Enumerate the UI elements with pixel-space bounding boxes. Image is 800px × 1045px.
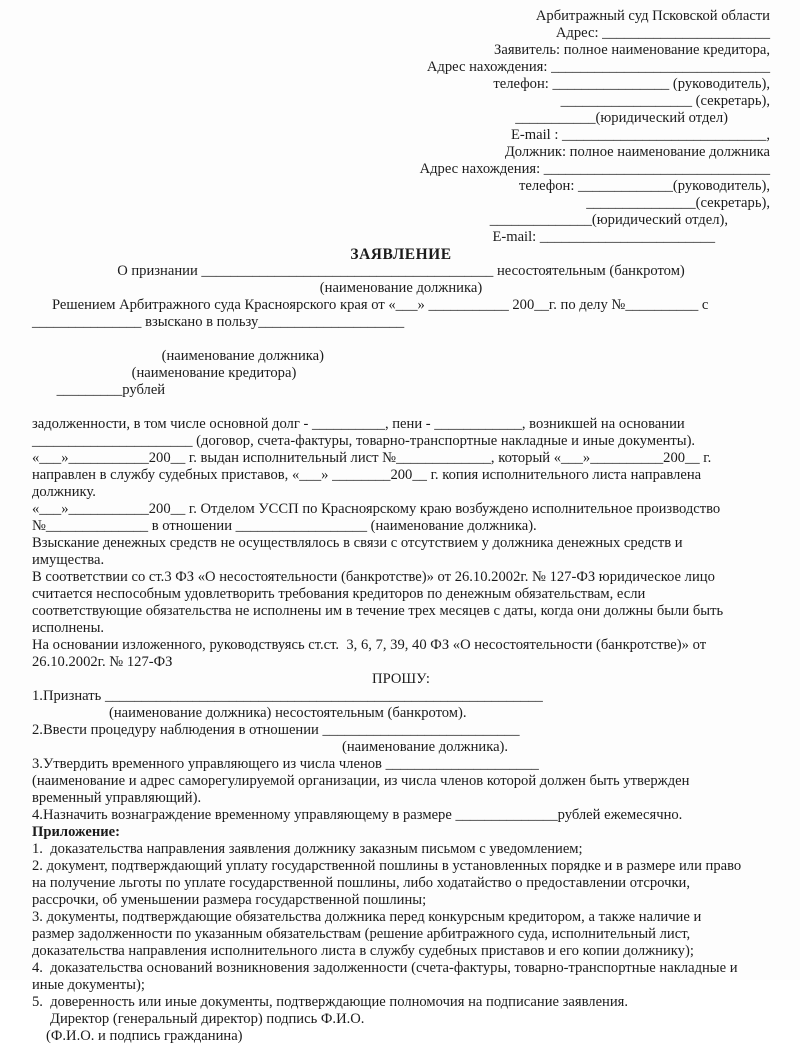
header-block [32, 8, 770, 246]
header-applicant-address: Адрес нахождения: ______________________________ [426, 59, 770, 75]
enforcement-line-1: «___»___________200__ г. Отделом УССП по Красноярскому краю возбуждено исполнительное производство [32, 501, 721, 517]
attachment-item-4-line-1: 4. доказательства оснований возникновения задолженности (счета-фактуры, товарно-транспортные накладные и [32, 960, 738, 976]
header-debtor-phone-legal: ______________(юридический отдел), [489, 212, 728, 228]
attachment-item-4-line-2: иные документы); [32, 977, 145, 993]
attachment-item-3-line-3: доказательства направления исполнительного листа в службу судебных приставов и его копии должнику); [32, 943, 694, 959]
request-item-2-line-1: 2.Ввести процедуру наблюдения в отношении ___________________________ [32, 722, 520, 738]
attachment-item-2-line-3: рассрочки, об уменьшении размера государственной пошлины; [32, 892, 427, 908]
attachment-item-5: 5. доверенность или иные документы, подтверждающие полномочия на подписание заявления. [32, 994, 629, 1010]
law-line-4: исполнены. [32, 620, 105, 636]
caption-rubles: _________рублей [56, 382, 166, 398]
writ-line-3: должнику. [32, 484, 96, 500]
caption-row [32, 331, 770, 416]
law-line-3: соответствующие обязательства не исполнены им в течение трех месяцев с даты, когда они должны были быть [32, 603, 724, 619]
request-item-4: 4.Назначить вознаграждение временному управляющему в размере ______________рублей ежемесячно. [32, 807, 683, 823]
header-applicant-email: E-mail : ____________________________, [510, 127, 770, 143]
header-applicant-phone-secretary: __________________ (секретарь), [560, 93, 770, 109]
attachment-item-1: 1. доказательства направления заявления должнику заказным письмом с уведомлением; [32, 841, 583, 857]
attachment-item-2-line-1: 2. документ, подтверждающий уплату государственной пошлины в установленных порядке и в размере или право [32, 858, 742, 874]
request-item-3-line-1: 3.Утвердить временного управляющего из числа членов _____________________ [32, 756, 539, 772]
request-item-1-line-2: (наименование должника) несостоятельным (банкротом). [109, 705, 467, 721]
header-debtor-address: Адрес нахождения: _______________________________ [419, 161, 770, 177]
basis-line-2: 26.10.2002г. № 127-ФЗ [32, 654, 173, 670]
caption-creditor: (наименование кредитора) [131, 365, 297, 381]
header-court-address: Адрес: _______________________ [555, 25, 770, 41]
basis-line-1: На основании изложенного, руководствуясь ст.ст. 3, 6, 7, 39, 40 ФЗ «О несостоятельности (банкротстве)» от [32, 637, 707, 653]
document-title: ЗАЯВЛЕНИЕ [350, 246, 452, 263]
header-debtor-email: E-mail: ________________________ [492, 229, 715, 245]
request-item-1-line-1: 1.Признать ____________________________________________________________ [32, 688, 543, 704]
request-item-3-line-2: (наименование и адрес саморегулируемой организации, из числа членов которой должен быть утвержден [32, 773, 690, 789]
writ-line-1: «___»___________200__ г. выдан исполнительный лист №_____________, который «___»__________200__ г. [32, 450, 712, 466]
writ-line-2: направлен в службу судебных приставов, «___» ________200__ г. копия исполнительного листа направлена [32, 467, 702, 483]
debt-line-2: ______________________ (договор, счета-фактуры, товарно-транспортные накладные и иные документы). [32, 433, 696, 449]
attachment-item-3-line-1: 3. документы, подтверждающие обязательства должника перед конкурсным кредитором, а также наличие и [32, 909, 702, 925]
no-funds-line-1: Взыскание денежных средств не осуществлялось в связи с отсутствием у должника денежных средств и [32, 535, 683, 551]
header-debtor-phone-head: телефон: _____________(руководитель), [518, 178, 770, 194]
signature-line-citizen: (Ф.И.О. и подпись гражданина) [46, 1028, 243, 1044]
header-applicant: Заявитель: полное наименование кредитора, [494, 42, 770, 58]
header-debtor: Должник: полное наименование должника [504, 144, 770, 160]
no-funds-line-2: имущества. [32, 552, 105, 568]
attachment-item-3-line-2: размер задолженности по указанным обязательствам (решение арбитражного суда, исполнительный лист, [32, 926, 691, 942]
law-line-2: считается неспособным удовлетворить требования кредиторов по денежным обязательствам, если [32, 586, 646, 602]
request-heading: ПРОШУ: [372, 671, 430, 687]
subject-line: О признании ________________________________________ несостоятельным (банкротом) [117, 263, 685, 279]
header-applicant-phone-head: телефон: ________________ (руководитель), [493, 76, 770, 92]
decision-line-1: Решением Арбитражного суда Красноярского края от «___» ___________ 200__г. по делу №__________ с [52, 297, 709, 313]
signature-line-director: Директор (генеральный директор) подпись Ф.И.О. [50, 1011, 365, 1027]
header-applicant-phone-legal: ___________(юридический отдел) [515, 110, 728, 126]
debt-line-1: задолженности, в том числе основной долг - __________, пени - ____________, возникшей на основании [32, 416, 685, 432]
caption-debtor: (наименование должника) [161, 348, 325, 364]
header-court: Арбитражный суд Псковской области [535, 8, 770, 24]
header-debtor-phone-secretary: _______________(секретарь), [586, 195, 770, 211]
law-line-1: В соответствии со ст.3 ФЗ «О несостоятельности (банкротстве)» от 26.10.2002г. № 127-ФЗ юридическое лицо [32, 569, 715, 585]
attachments-heading: Приложение: [32, 824, 121, 840]
request-item-3-line-3: временный управляющий). [32, 790, 202, 806]
enforcement-line-2: №______________ в отношении __________________ (наименование должника). [32, 518, 537, 534]
request-item-2-line-2: (наименование должника). [342, 739, 509, 755]
subject-caption: (наименование должника) [319, 280, 483, 296]
attachment-item-2-line-2: на получение льготы по уплате государственной пошлины, либо ходатайство о предоставлении отсрочки, [32, 875, 690, 891]
decision-line-2: _______________ взыскано в пользу____________________ [32, 314, 405, 330]
